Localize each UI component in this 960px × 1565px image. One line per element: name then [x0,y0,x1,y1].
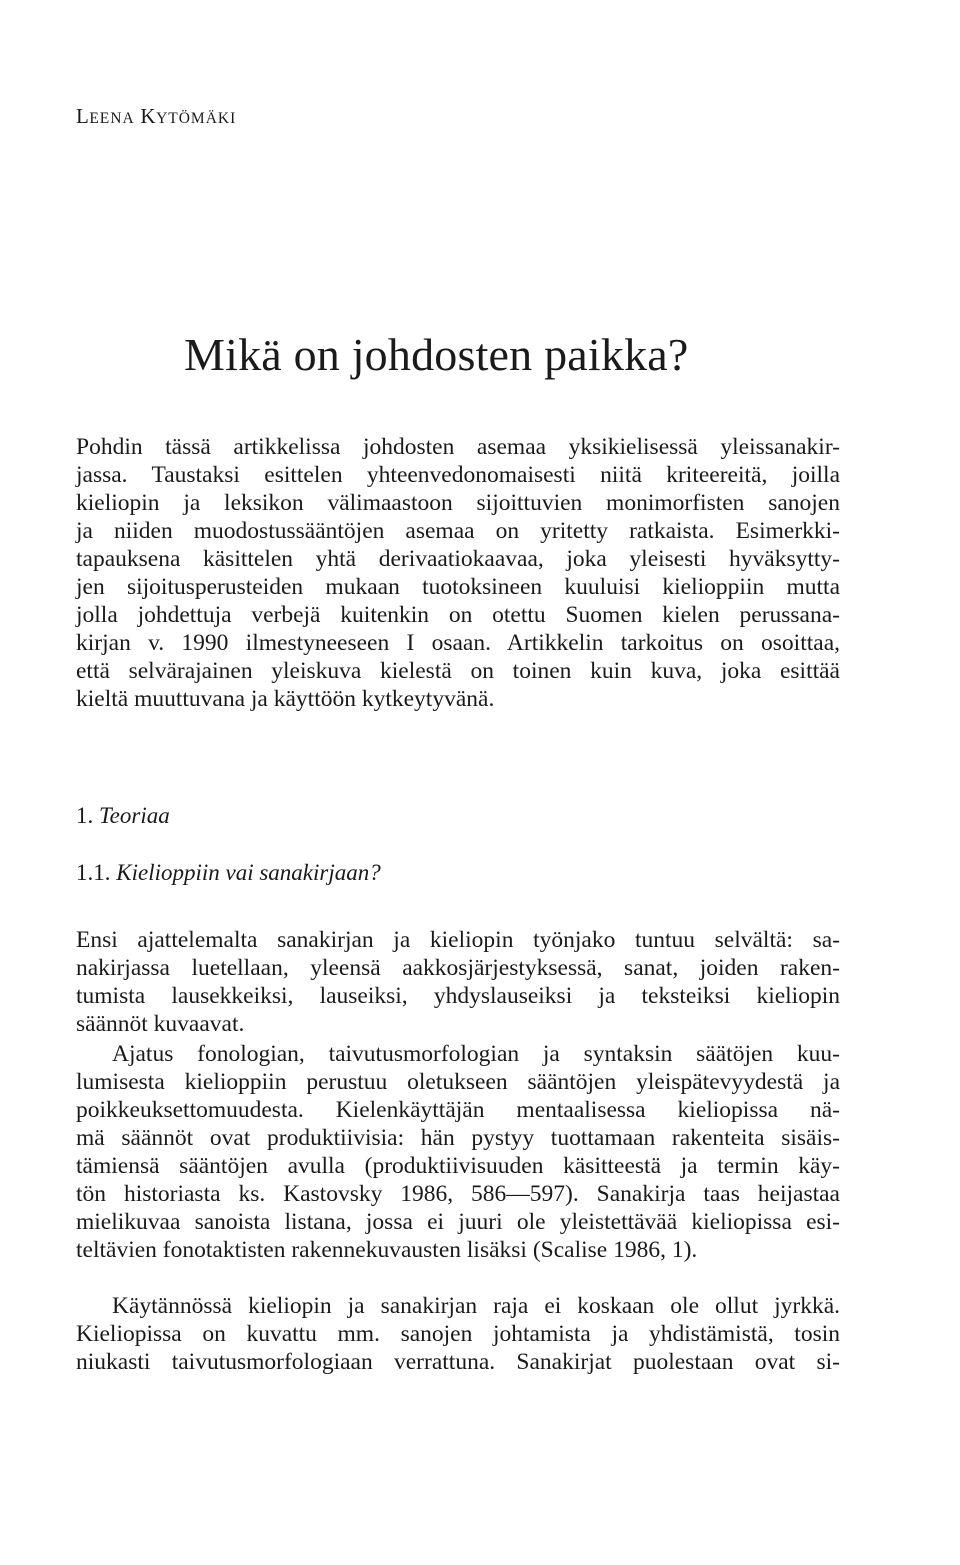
paragraph-line: nakirjassa luetellaan, yleensä aakkosjärjestyksessä, sanat, joiden raken- [76,955,840,981]
paragraph-line: lumisesta kielioppiin perustuu oletukseen sääntöjen yleispätevyydestä ja [76,1069,840,1095]
author-initial-last: K [140,104,157,128]
abstract-line: että selvärajainen yleiskuva kielestä on toinen kuin kuva, joka esittää [76,658,840,684]
subsection-title: Kielioppiin vai sanakirjaan? [116,860,381,885]
subsection-number: 1.1. [76,860,111,885]
article-title: Mikä on johdosten paikka? [184,329,689,380]
subsection-heading [76,860,381,886]
paragraph-line: Kieliopissa on kuvattu mm. sanojen johtamista ja yhdistämistä, tosin [76,1321,840,1347]
abstract-line: kirjan v. 1990 ilmestyneeseen I osaan. Artikkelin tarkoitus on osoittaa, [76,630,840,656]
paragraph-line: Käytännössä kieliopin ja sanakirjan raja ei koskaan ole ollut jyrkkä. [112,1293,840,1319]
abstract-line: ja niiden muodostussääntöjen asemaa on yritetty ratkaista. Esimerkki- [76,518,840,544]
abstract [76,433,840,713]
paragraph-line: teltävien fonotaktisten rakennekuvausten lisäksi (Scalise 1986, 1). [76,1237,698,1263]
author-last-name-rest: YTÖMÄKI [156,110,237,127]
running-header-author [76,104,236,129]
abstract-line: kieltä muuttuvana ja käyttöön kytkeytyvänä. [76,686,495,712]
abstract-line: jassa. Taustaksi esittelen yhteenvedonomaisesti niitä kriteereitä, joilla [76,462,840,488]
paragraph-line: poikkeuksettomuudesta. Kielenkäyttäjän mentaalisessa kieliopissa nä- [76,1097,840,1123]
paragraph-line: tumista lausekkeiksi, lauseiksi, yhdyslauseiksi ja teksteiksi kieliopin [76,983,840,1009]
paragraph-line: säännöt kuvaavat. [76,1011,245,1037]
paragraph-line: mä säännöt ovat produktiivisia: hän pystyy tuottamaan rakenteita sisäis- [76,1125,840,1151]
paragraph [76,1040,840,1264]
paragraph-line: Ajatus fonologian, taivutusmorfologian ja syntaksin säätöjen kuu- [112,1041,840,1067]
author-first-name-rest: EENA [89,110,135,127]
section-title: Teoriaa [99,803,170,828]
paragraph-line: mielikuvaa sanoista listana, jossa ei juuri ole yleistettävää kieliopissa esi- [76,1209,840,1235]
paragraph [76,926,840,1038]
abstract-line: tapauksena käsittelen yhtä derivaatiokaavaa, joka yleisesti hyväksytty- [76,546,840,572]
abstract-line: Pohdin tässä artikkelissa johdosten asemaa yksikielisessä yleissanakir- [76,434,840,460]
paragraph-line: Ensi ajattelemalta sanakirjan ja kieliopin työnjako tuntuu selvältä: sa- [76,927,840,953]
section-number: 1. [76,803,94,828]
abstract-line: jen sijoitusperusteiden mukaan tuotoksineen kuuluisi kielioppiin mutta [76,574,840,600]
paragraph-line: niukasti taivutusmorfologiaan verrattuna. Sanakirjat puolestaan ovat si- [76,1349,840,1375]
paragraph-line: tön historiasta ks. Kastovsky 1986, 586—597). Sanakirja taas heijastaa [76,1181,840,1207]
paragraph-line: tämiensä sääntöjen avulla (produktiivisuuden käsitteestä ja termin käy- [76,1153,840,1179]
abstract-line: jolla johdettuja verbejä kuitenkin on otettu Suomen kielen perussana- [76,602,840,628]
paragraph [76,1292,840,1376]
author-initial-first: L [76,104,90,128]
abstract-line: kieliopin ja leksikon välimaastoon sijoittuvien monimorfisten sanojen [76,490,840,516]
section-heading [76,803,170,829]
